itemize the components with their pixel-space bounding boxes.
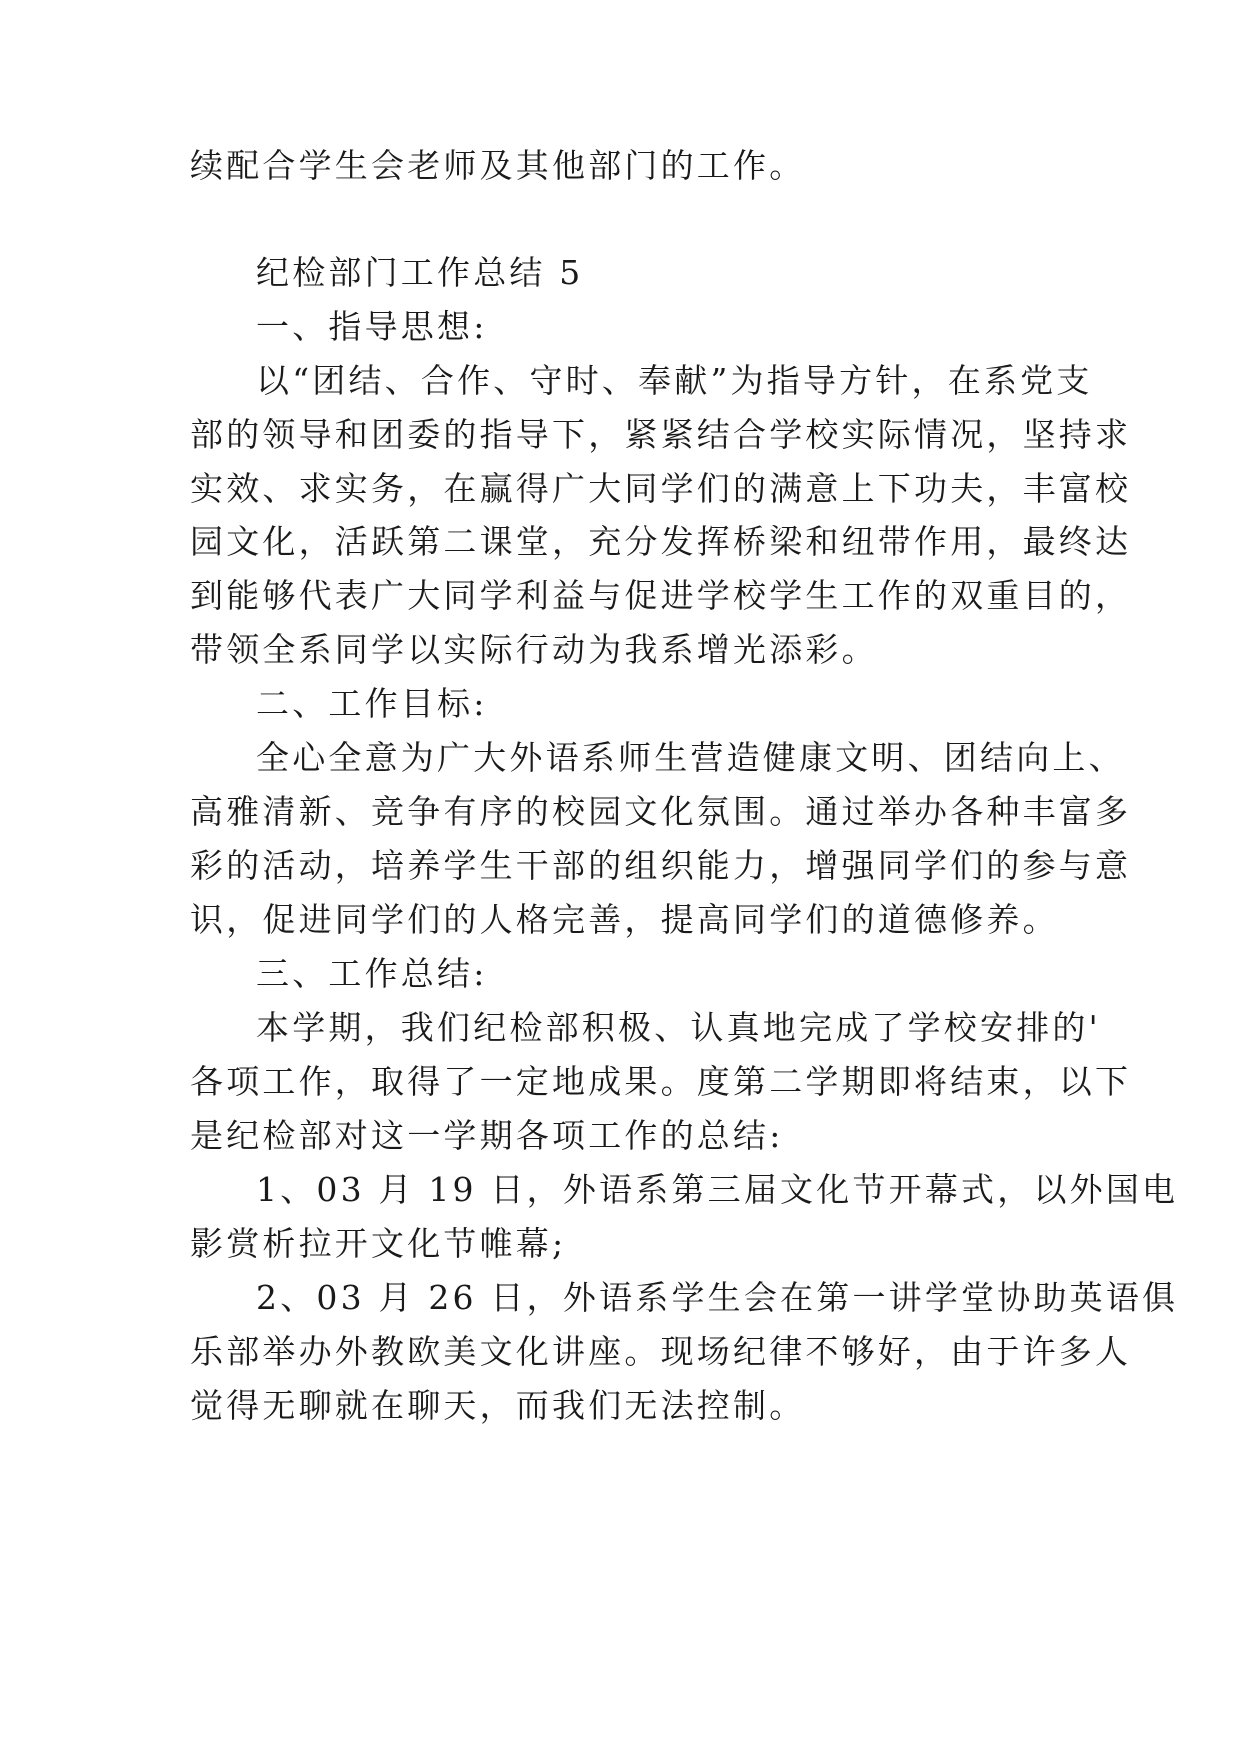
heading-work-goals: 二、工作目标: xyxy=(256,684,488,723)
text-line: 部的领导和团委的指导下，紧紧结合学校实际情况，坚持求 xyxy=(190,415,1132,454)
list-item-1: 1、03 月 19 日，外语系第三届文化节开幕式，以外国电 xyxy=(256,1170,1179,1209)
text-line: 本学期，我们纪检部积极、认真地完成了学校安排的' xyxy=(256,1008,1101,1047)
list-item-2: 2、03 月 26 日，外语系学生会在第一讲学堂协助英语俱 xyxy=(256,1278,1179,1317)
text-line: 带领全系同学以实际行动为我系增光添彩。 xyxy=(190,630,878,669)
text-line: 彩的活动，培养学生干部的组织能力，增强同学们的参与意 xyxy=(190,846,1132,885)
text-line: 以“团结、合作、守时、奉献”为指导方针，在系党支 xyxy=(256,361,1093,400)
text-line: 续配合学生会老师及其他部门的工作。 xyxy=(190,146,806,185)
text-line: 乐部举办外教欧美文化讲座。现场纪律不够好，由于许多人 xyxy=(190,1332,1132,1371)
text-line: 实效、求实务，在赢得广大同学们的满意上下功夫，丰富校 xyxy=(190,469,1132,508)
text-line: 是纪检部对这一学期各项工作的总结: xyxy=(190,1116,784,1155)
text-line: 识，促进同学们的人格完善，提高同学们的道德修养。 xyxy=(190,900,1059,939)
text-line: 高雅清新、竞争有序的校园文化氛围。通过举办各种丰富多 xyxy=(190,792,1132,831)
text-line: 觉得无聊就在聊天，而我们无法控制。 xyxy=(190,1386,806,1425)
heading-work-summary: 三、工作总结: xyxy=(256,954,488,993)
text-line: 到能够代表广大同学利益与促进学校学生工作的双重目的， xyxy=(190,576,1132,615)
heading-guiding-ideology: 一、指导思想: xyxy=(256,307,488,346)
text-line: 影赏析拉开文化节帷幕; xyxy=(190,1224,567,1263)
text-line: 园文化，活跃第二课堂，充分发挥桥梁和纽带作用，最终达 xyxy=(190,522,1132,561)
text-line: 全心全意为广大外语系师生营造健康文明、团结向上、 xyxy=(256,738,1125,777)
text-line: 各项工作，取得了一定地成果。度第二学期即将结束，以下 xyxy=(190,1062,1132,1101)
section-title: 纪检部门工作总结 5 xyxy=(256,253,584,292)
